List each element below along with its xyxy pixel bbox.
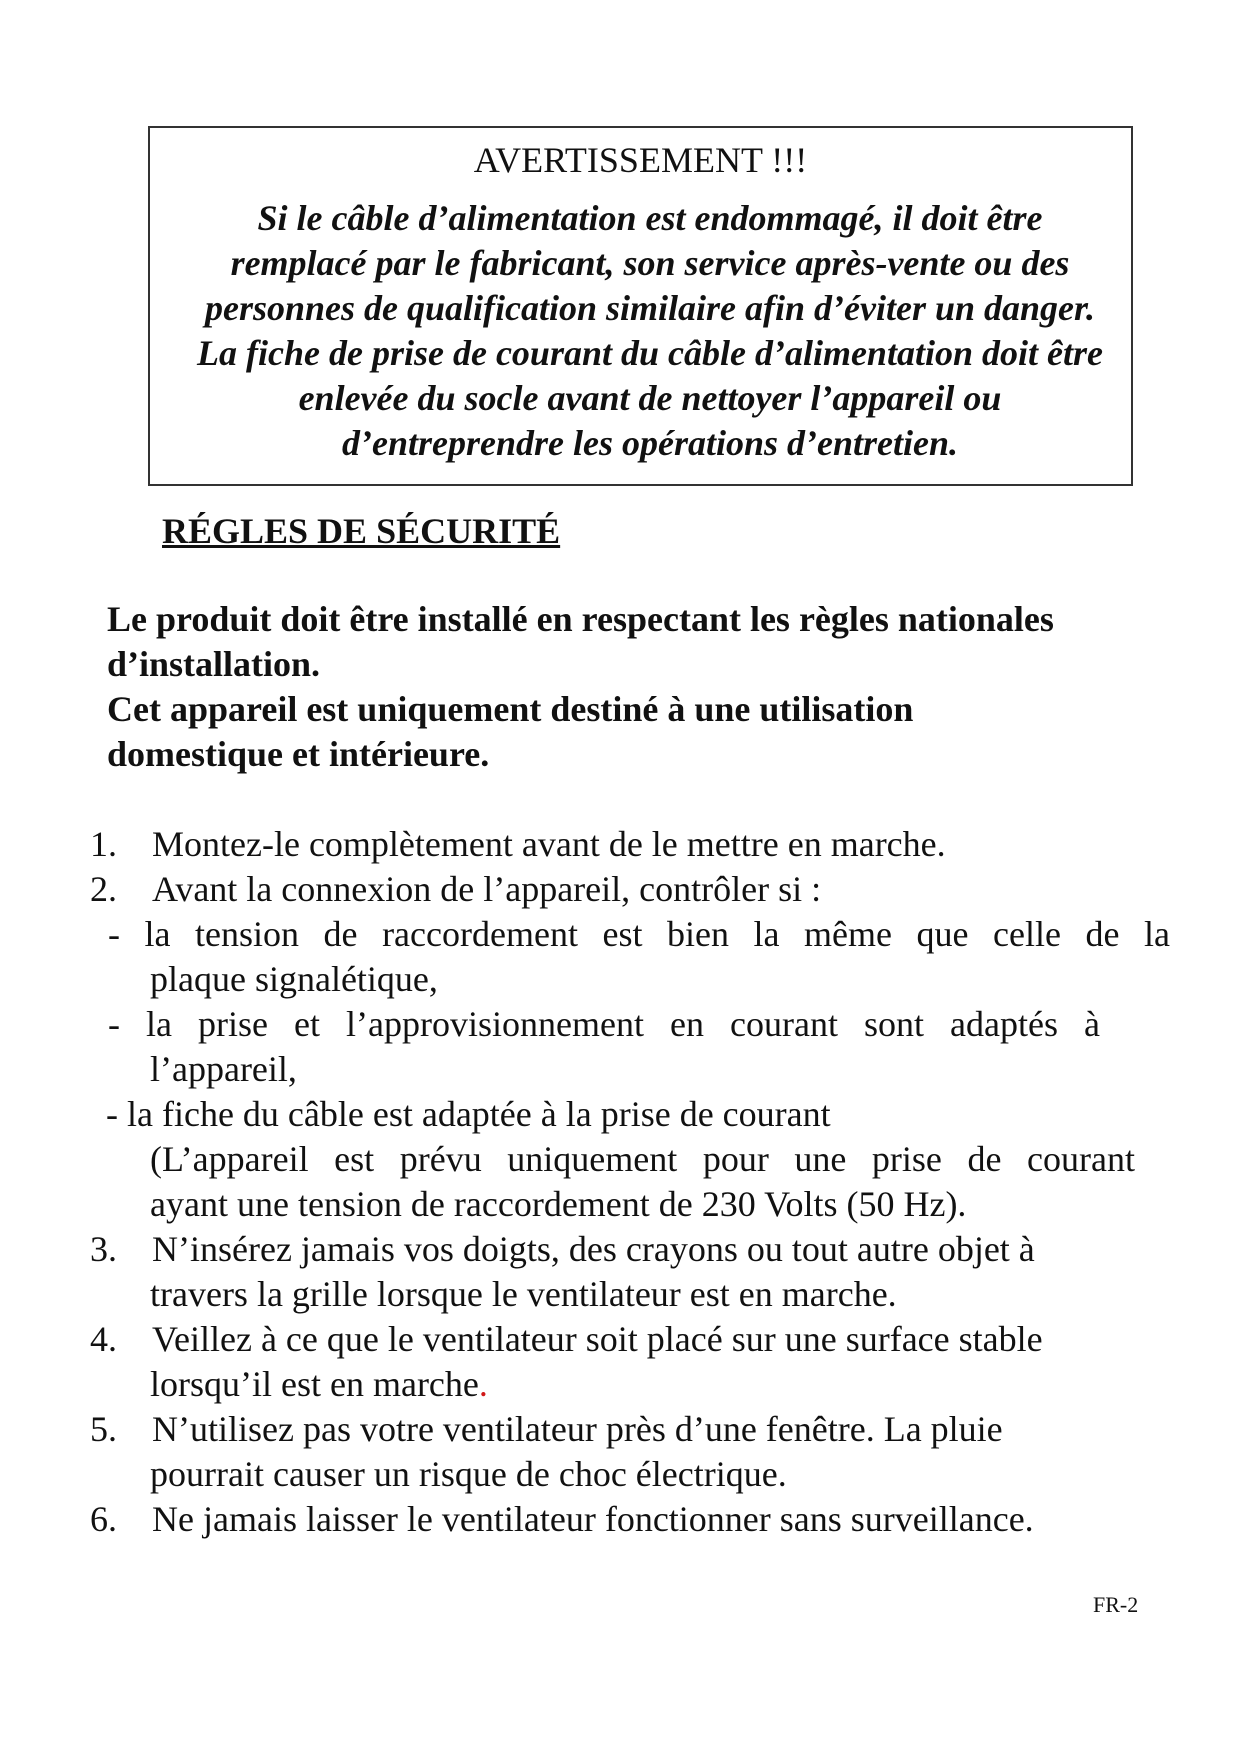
rule-text: Ne jamais laisser le ventilateur fonctionner sans surveillance.	[152, 1499, 1034, 1539]
warning-line: La fiche de prise de courant du câble d’alimentation doit être	[197, 333, 1103, 373]
rule-subitem-line: - la tension de raccordement est bien la même que celle de la	[108, 914, 1170, 954]
safety-rules-heading: RÉGLES DE SÉCURITÉ	[162, 511, 561, 551]
intro-line: Le produit doit être installé en respectant les règles nationales	[107, 599, 1054, 639]
rule-text: Montez-le complètement avant de le mettre en marche.	[152, 824, 946, 864]
rule-3	[90, 1227, 1170, 1272]
red-period: .	[478, 1364, 488, 1404]
rule-number: 6.	[90, 1499, 117, 1539]
rule-5	[90, 1407, 1170, 1452]
rule-number: 5.	[90, 1409, 117, 1449]
safety-rules-list	[90, 822, 1170, 1542]
rule-subitem-line: - la prise et l’approvisionnement en courant sont adaptés à	[108, 1004, 1100, 1044]
rule-6	[90, 1497, 1170, 1542]
rule-text-continued	[90, 1362, 1170, 1407]
rule-2-sub-2	[90, 1002, 1100, 1092]
rule-number: 3.	[90, 1229, 117, 1269]
rule-1	[90, 822, 1170, 867]
rule-subitem-line: (L’appareil est prévu uniquement pour une prise de courant	[150, 1139, 1135, 1179]
rule-number: 4.	[90, 1319, 117, 1359]
rule-text: N’utilisez pas votre ventilateur près d’une fenêtre. La pluie	[152, 1409, 1003, 1449]
warning-box	[148, 126, 1133, 486]
rule-4	[90, 1317, 1170, 1362]
page-number: FR-2	[1093, 1592, 1139, 1617]
intro-line: Cet appareil est uniquement destiné à une utilisation	[107, 689, 914, 729]
rule-text: Veillez à ce que le ventilateur soit placé sur une surface stable	[152, 1319, 1043, 1359]
warning-body	[150, 196, 1150, 466]
rule-subitem-line: ayant une tension de raccordement de 230 Volts (50 Hz).	[150, 1184, 967, 1224]
warning-line: Si le câble d’alimentation est endommagé, il doit être	[257, 198, 1043, 238]
warning-line: remplacé par le fabricant, son service après-vente ou des	[230, 243, 1070, 283]
rule-text: N’insérez jamais vos doigts, des crayons ou tout autre objet à	[152, 1229, 1035, 1269]
rule-subitem-line: - la fiche du câble est adaptée à la prise de courant	[106, 1094, 831, 1134]
intro-line: domestique et intérieure.	[107, 734, 490, 774]
rule-text-continued: travers la grille lorsque le ventilateur est en marche.	[150, 1274, 897, 1314]
warning-title: AVERTISSEMENT !!!	[473, 140, 808, 180]
rule-2-sub-1	[90, 912, 1170, 1002]
rule-subitem-line: plaque signalétique,	[150, 959, 438, 999]
rule-2	[90, 867, 1170, 912]
rule-2-sub-3	[90, 1092, 1135, 1227]
rule-number: 2.	[90, 869, 117, 909]
rule-subitem-line: l’appareil,	[150, 1049, 297, 1089]
rule-number: 1.	[90, 824, 117, 864]
rule-text: Avant la connexion de l’appareil, contrôler si :	[152, 869, 822, 909]
intro-line: d’installation.	[107, 644, 321, 684]
rule-text-continued: pourrait causer un risque de choc électrique.	[150, 1454, 787, 1494]
warning-line: d’entreprendre les opérations d’entretien.	[342, 423, 958, 463]
safety-intro	[107, 597, 1054, 777]
warning-line: personnes de qualification similaire afin d’éviter un danger.	[204, 288, 1096, 328]
rule-text-part: lorsqu’il est en marche	[150, 1364, 479, 1404]
warning-line: enlevée du socle avant de nettoyer l’appareil ou	[298, 378, 1002, 418]
